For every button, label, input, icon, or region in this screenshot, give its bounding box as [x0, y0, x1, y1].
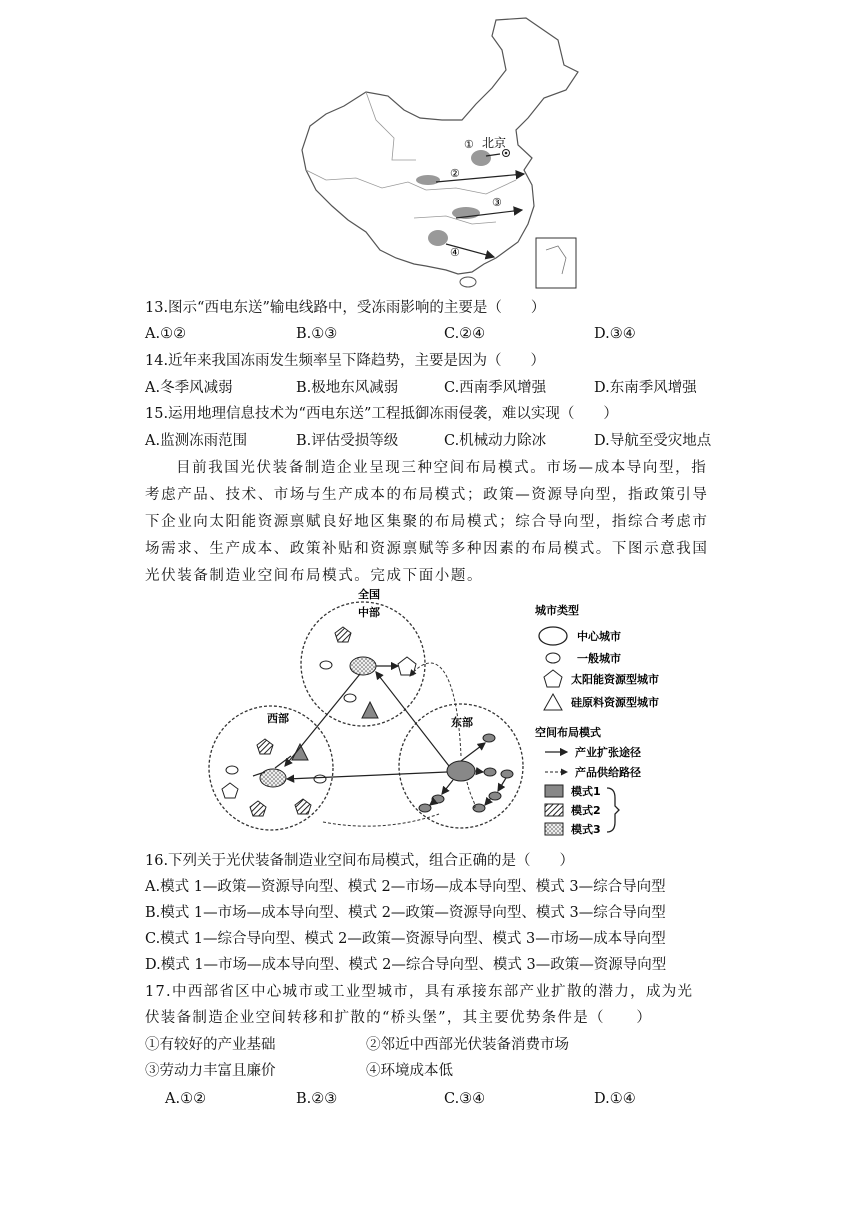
legend-city-title: 城市类型	[535, 604, 579, 617]
q17-option-d[interactable]: D.①④	[594, 1091, 636, 1107]
legend-mode1: 模式1	[571, 785, 601, 798]
q13-option-b[interactable]: B.①③	[296, 326, 338, 342]
q14-option-d[interactable]: D.东南季风增强	[594, 380, 697, 396]
west-solar-city-4	[295, 799, 311, 814]
q15-option-c[interactable]: C.机械动力除冰	[444, 433, 547, 449]
q17-option-c[interactable]: C.③④	[444, 1091, 486, 1107]
q13-option-a[interactable]: A.①②	[145, 326, 187, 342]
q16-option-b[interactable]: B.模式 1—市场—成本导向型、模式 2—政策—资源导向型、模式 3—综合导向型	[145, 905, 666, 921]
west-general-city	[226, 766, 238, 774]
east-city-1	[483, 734, 495, 742]
east-city-5	[501, 770, 513, 778]
q17-condition-4: ④环境成本低	[366, 1063, 453, 1079]
china-map-figure	[296, 10, 581, 290]
west-hub-city	[260, 769, 286, 787]
marker-1: ①	[464, 138, 474, 151]
legend-mode-title: 空间布局模式	[535, 726, 601, 739]
label-east: 东部	[451, 716, 473, 729]
east-hub-city	[447, 761, 475, 781]
central-silicon-city	[362, 702, 378, 718]
passage-line-2: 考虑产品、技术、市场与生产成本的布局模式；政策—资源导向型，指政策引导	[145, 487, 709, 503]
layout-mode-diagram	[205, 586, 685, 846]
passage-line-4: 场需求、生产成本、政策补贴和资源禀赋等多种因素的布局模式。下图示意我国	[145, 541, 709, 557]
source-region-1	[471, 150, 491, 166]
q14-option-c[interactable]: C.西南季风增强	[444, 380, 547, 396]
q16-stem: 16.下列关于光伏装备制造业空间布局模式，组合正确的是（ ）	[145, 853, 575, 869]
q17-condition-3: ③劳动力丰富且廉价	[145, 1063, 276, 1079]
q16-option-a[interactable]: A.模式 1—政策—资源导向型、模式 2—市场—成本导向型、模式 3—综合导向型	[145, 879, 666, 895]
central-solar-city	[335, 627, 351, 642]
central-hub-city	[350, 657, 376, 675]
legend-silicon-city: 硅原料资源型城市	[571, 696, 659, 709]
marker-4: ④	[450, 246, 460, 259]
legend-mode2: 模式2	[571, 804, 601, 817]
q14-option-b[interactable]: B.极地东风减弱	[296, 380, 399, 396]
q13-option-d[interactable]: D.③④	[594, 326, 636, 342]
q17-condition-1: ①有较好的产业基础	[145, 1037, 276, 1053]
q14-option-a[interactable]: A.冬季风减弱	[145, 380, 233, 396]
q17-condition-2: ②邻近中西部光伏装备消费市场	[366, 1037, 569, 1053]
q15-option-a[interactable]: A.监测冻雨范围	[145, 433, 248, 449]
west-solar-city-3	[250, 801, 266, 816]
label-national: 全国	[358, 588, 380, 601]
passage-line-5: 光伏装备制造业空间布局模式。完成下面小题。	[145, 568, 484, 584]
passage-line-3: 下企业向太阳能资源禀赋良好地区集聚的布局模式；综合导向型，指综合考虑市	[145, 514, 709, 530]
q14-stem: 14.近年来我国冻雨发生频率呈下降趋势，主要是因为（ ）	[145, 353, 546, 369]
q13-option-c[interactable]: C.②④	[444, 326, 486, 342]
west-solar-city	[257, 739, 273, 754]
west-silicon-city	[292, 744, 308, 760]
west-general-city-2	[314, 775, 326, 783]
east-city-4	[419, 804, 431, 812]
legend-mode3: 模式3	[571, 823, 601, 836]
label-central: 中部	[358, 606, 380, 619]
q16-option-c[interactable]: C.模式 1—综合导向型、模式 2—政策—资源导向型、模式 3—市场—成本导向型	[145, 931, 666, 947]
q15-option-b[interactable]: B.评估受损等级	[296, 433, 399, 449]
q16-option-d[interactable]: D.模式 1—市场—成本导向型、模式 2—综合导向型、模式 3—政策—资源导向型	[145, 957, 667, 973]
source-region-2	[416, 175, 440, 185]
legend-expansion: 产业扩张途径	[575, 746, 641, 759]
q17-option-b[interactable]: B.②③	[296, 1091, 338, 1107]
label-west: 西部	[267, 712, 289, 725]
central-general-city	[320, 661, 332, 669]
marker-2: ②	[450, 167, 460, 180]
south-sea-inset	[536, 238, 576, 288]
east-city-2	[484, 768, 496, 776]
q17-option-a[interactable]: A.①②	[165, 1091, 207, 1107]
source-region-4	[428, 230, 448, 246]
beijing-label: 北京	[482, 136, 507, 150]
q17-stem-line-1: 17.中西部省区中心城市或工业型城市，具有承接东部产业扩散的潜力，成为光	[145, 984, 694, 1000]
q15-stem: 15.运用地理信息技术为“西电东送”工程抵御冻雨侵袭，难以实现（ ）	[145, 406, 618, 422]
legend-supply: 产品供给路径	[575, 766, 641, 779]
west-solar-city-2	[222, 783, 238, 798]
legend-solar-city: 太阳能资源型城市	[571, 673, 659, 686]
central-solar-city-2	[398, 657, 416, 675]
legend-general-city: 一般城市	[577, 652, 621, 665]
passage-line-1: 目前我国光伏装备制造企业呈现三种空间布局模式。市场—成本导向型，指	[176, 460, 708, 476]
central-general-city-2	[344, 694, 356, 702]
marker-3: ③	[492, 196, 502, 209]
q17-stem-line-2: 伏装备制造企业空间转移和扩散的“桥头堡”，其主要优势条件是（ ）	[145, 1010, 653, 1026]
legend-center-city: 中心城市	[577, 630, 621, 643]
q15-option-d[interactable]: D.导航至受灾地点	[594, 433, 712, 449]
q13-stem: 13.图示“西电东送”输电线路中，受冻雨影响的主要是（ ）	[145, 300, 546, 316]
